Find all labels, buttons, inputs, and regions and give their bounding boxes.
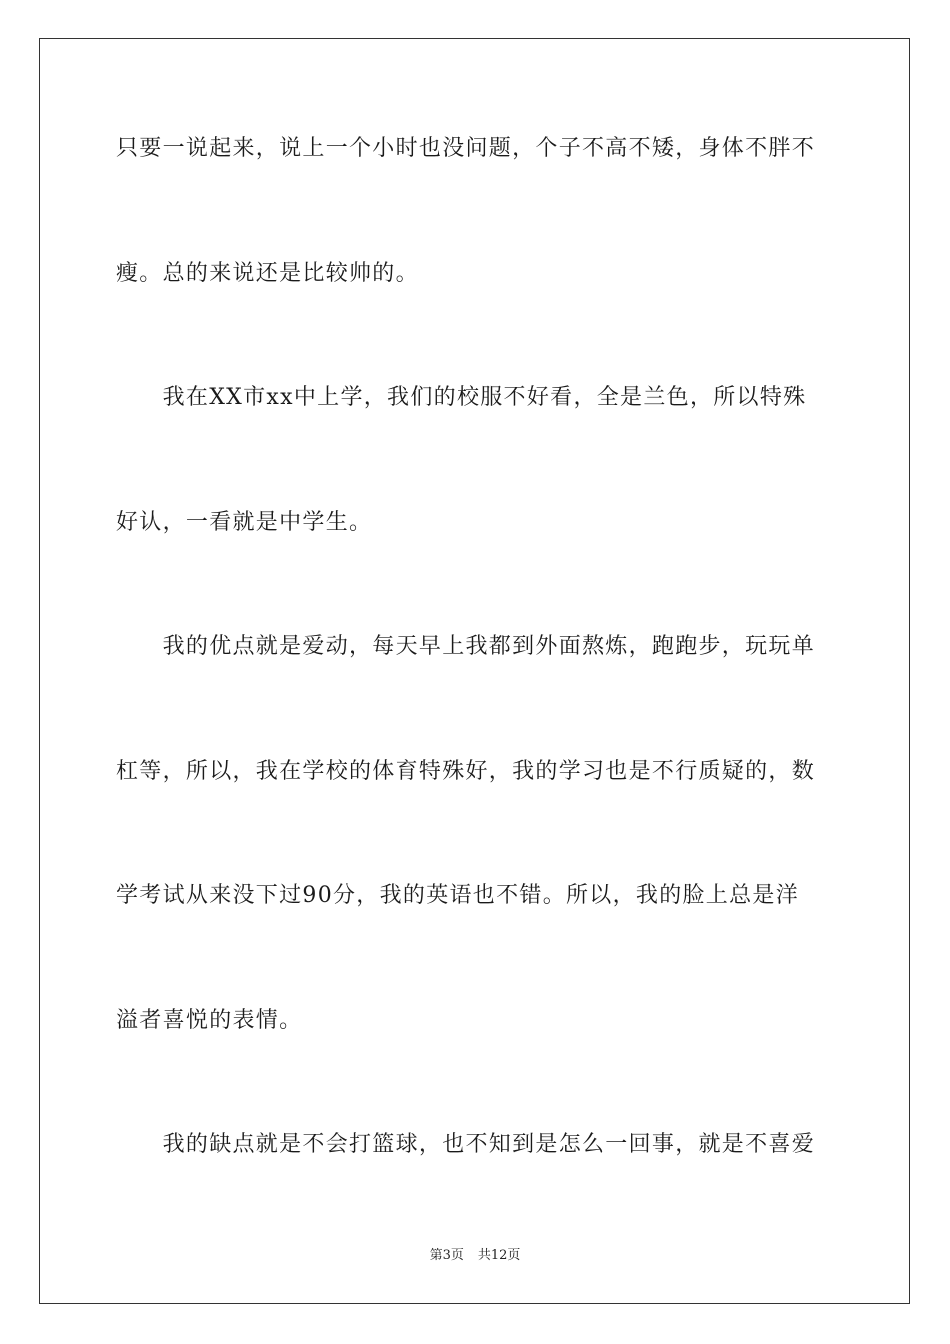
text-line: 瘦。总的来说还是比较帅的。	[116, 261, 419, 286]
page-number-total: 共12页	[477, 1248, 521, 1263]
text-line: 溢者喜悦的表情。	[116, 1008, 303, 1033]
text-line: 我的优点就是爱动，每天早上我都到外面熬炼，跑跑步，玩玩单	[116, 634, 816, 659]
text-line: 杠等，所以，我在学校的体育特殊好，我的学习也是不行质疑的，数	[116, 759, 816, 784]
text-line: 学考试从来没下过90分，我的英语也不错。所以，我的脸上总是洋	[116, 883, 799, 908]
page-border	[39, 38, 910, 1304]
text-line: 只要一说起来，说上一个小时也没问题，个子不高不矮，身体不胖不	[116, 136, 816, 161]
page-number-current: 第3页	[429, 1248, 464, 1263]
text-line: 我在XX市xx中上学，我们的校服不好看，全是兰色，所以特殊	[116, 385, 807, 410]
text-line: 我的缺点就是不会打篮球，也不知到是怎么一回事，就是不喜爱	[116, 1132, 816, 1157]
text-line: 好认，一看就是中学生。	[116, 510, 373, 535]
page-footer	[0, 1247, 950, 1265]
